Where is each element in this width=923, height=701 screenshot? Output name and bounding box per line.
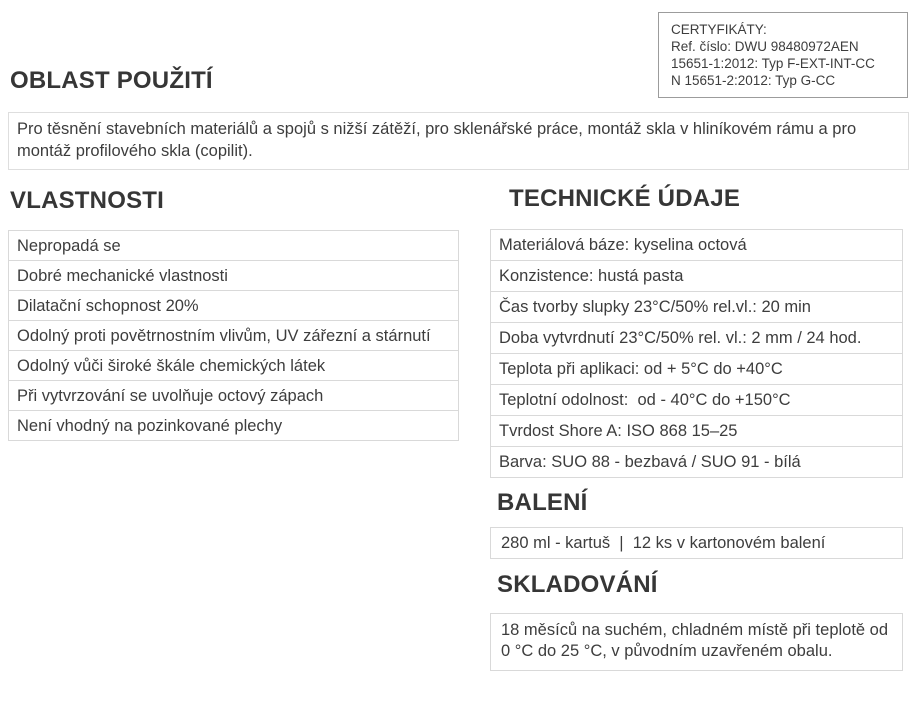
section-title-application: OBLAST POUŽITÍ: [10, 67, 213, 94]
technical-text: Barva: SUO 88 - bezbavá / SUO 91 - bílá: [499, 453, 801, 471]
property-row: [8, 320, 459, 351]
storage-box: [490, 613, 903, 671]
property-row: [8, 410, 459, 441]
certificate-norm-1: 15651-1:2012: Typ F-EXT-INT-CC: [671, 56, 875, 71]
properties-table: [8, 230, 459, 441]
certificate-box: [658, 12, 908, 98]
certificate-title: CERTYFIKÁTY:: [671, 22, 767, 37]
technical-text: Čas tvorby slupky 23°C/50% rel.vl.: 20 min: [499, 298, 811, 316]
packaging-box: [490, 527, 903, 559]
property-row: [8, 380, 459, 411]
technical-column: [490, 184, 903, 671]
certificate-ref-number: Ref. číslo: DWU 98480972AEN: [671, 39, 859, 54]
property-row: [8, 230, 459, 261]
technical-row: [490, 415, 903, 447]
technical-row: [490, 446, 903, 478]
technical-row: [490, 384, 903, 416]
section-title-technical: TECHNICKÉ ÚDAJE: [509, 185, 741, 212]
technical-row: [490, 353, 903, 385]
application-text: Pro těsnění stavebních materiálů a spojů s nižší zátěží, pro sklenářské práce, montáž skla v hliníkovém rámu a pro montáž profilového skla (copilit).: [17, 120, 857, 160]
property-text: Nepropadá se: [17, 236, 121, 255]
section-title-storage: SKLADOVÁNÍ: [497, 571, 658, 598]
property-text: Dobré mechanické vlastnosti: [17, 266, 228, 285]
properties-column: [8, 186, 459, 441]
technical-text: Tvrdost Shore A: ISO 868 15–25: [499, 422, 738, 440]
packaging-text: 280 ml - kartuš | 12 ks v kartonovém balení: [501, 534, 826, 552]
property-row: [8, 350, 459, 381]
storage-text: 18 měsíců na suchém, chladném místě při teplotě od 0 °C do 25 °C, v původním uzavřeném obalu.: [501, 621, 889, 660]
technical-row: [490, 229, 903, 261]
property-text: Není vhodný na pozinkované plechy: [17, 416, 283, 435]
technical-text: Teplota při aplikaci: od + 5°C do +40°C: [499, 360, 783, 378]
section-title-properties: VLASTNOSTI: [10, 187, 165, 214]
technical-table: [490, 229, 903, 478]
technical-text: Materiálová báze: kyselina octová: [499, 236, 747, 254]
property-row: [8, 260, 459, 291]
property-text: Odolný vůči široké škále chemických látek: [17, 356, 326, 375]
technical-row: [490, 291, 903, 323]
technical-row: [490, 322, 903, 354]
technical-text: Teplotní odolnost: od - 40°C do +150°C: [499, 391, 791, 409]
application-text-box: [8, 112, 909, 170]
property-row: [8, 290, 459, 321]
technical-text: Doba vytvrdnutí 23°C/50% rel. vl.: 2 mm / 24 hod.: [499, 329, 862, 347]
property-text: Odolný proti povětrnostním vlivům, UV zářezní a stárnutí: [17, 326, 431, 345]
certificate-norm-2: N 15651-2:2012: Typ G-CC: [671, 73, 836, 88]
property-text: Při vytvrzování se uvolňuje octový zápach: [17, 386, 324, 405]
technical-text: Konzistence: hustá pasta: [499, 267, 684, 285]
property-text: Dilatační schopnost 20%: [17, 296, 199, 315]
section-title-packaging: BALENÍ: [497, 489, 588, 516]
technical-row: [490, 260, 903, 292]
